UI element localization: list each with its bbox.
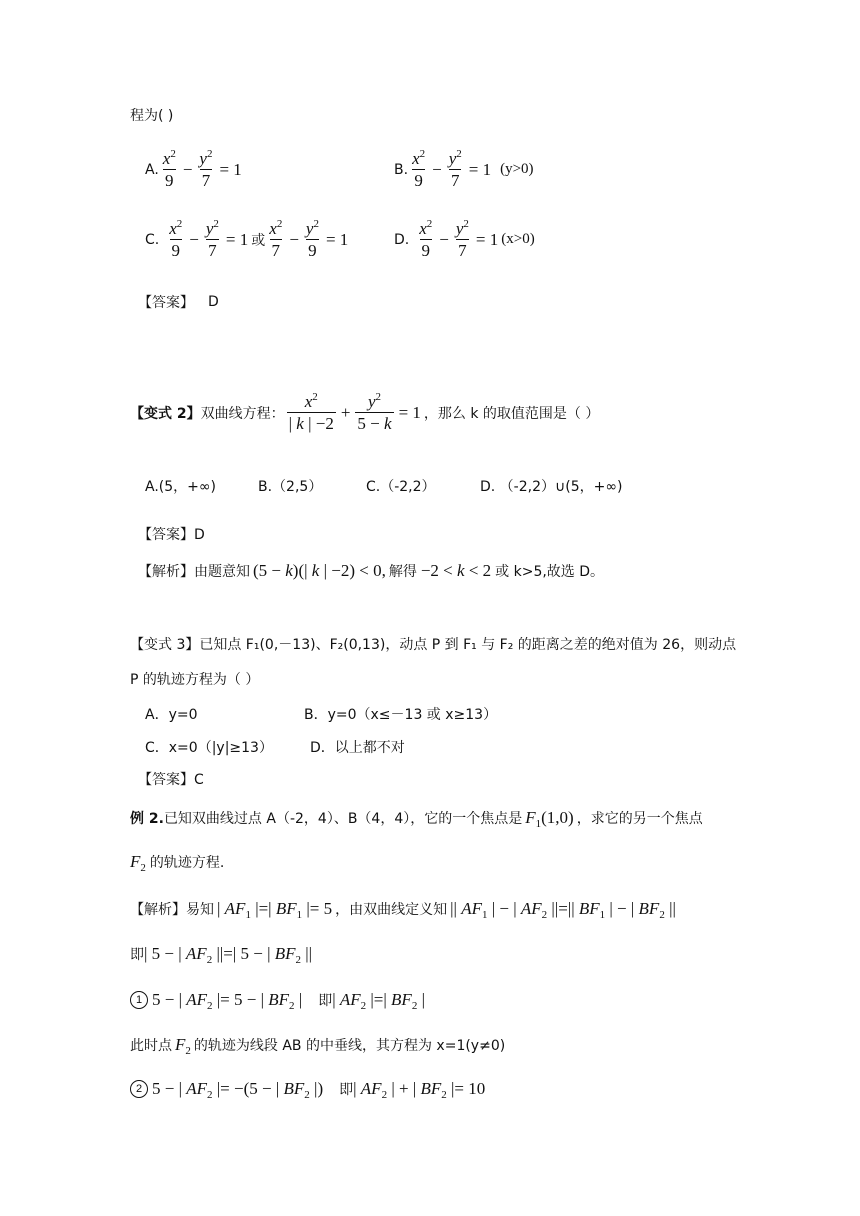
q1-answer: 【答案】 D (138, 294, 219, 311)
fraction: $\frac{x^2}{9}$ (169, 218, 183, 260)
fraction: $\frac{y^2}{9}$ (305, 218, 319, 260)
fraction: $\frac{x^2}{9}$ (419, 218, 433, 260)
fraction: $\frac{x^2}{9}$ (412, 148, 426, 190)
q1-option-a: A. $\frac{x^2}{9}$ − $\frac{y^2}{7}$ = 1 (145, 148, 242, 190)
circled-number-icon: 2 (130, 1080, 148, 1098)
circled-number-icon: 1 (130, 991, 148, 1009)
v3-line1: 【变式 3】已知点 F₁(0,－13)、F₂(0,13)，动点 P 到 F₁ 与 F₂ 的距离之差的绝对值为 26，则动点 (130, 637, 737, 653)
v2-option-b: B.（2,5） (258, 479, 323, 495)
fraction: $\frac{x^2}{9}$ (162, 148, 176, 190)
ex2-analysis-line1: 【解析】 易知 | $AF_1$ |=| $BF_1$ |= 5 ，由双曲线定义知 || $AF_1$ | − | $AF_2$ ||=|| $BF_1$ | − | $BF_2$ || (130, 899, 676, 921)
q1-option-c: C. $\frac{x^2}{9}$ − $\frac{y^2}{7}$ = 1 或 $\frac{x^2}{7}$ − $\frac{y^2}{9}$ = 1 (145, 218, 349, 260)
fraction: $\frac{x^2}{| k | -2}$ (288, 391, 334, 433)
ex2-case1: 1 5 − | $AF_2$ |= 5 − | $BF_2$ | 即 | $AF_2$ |=| $BF_2$ | (130, 990, 425, 1010)
v3-option-a: A．y=0 (145, 707, 198, 723)
v2-option-c: C.（-2,2） (366, 479, 436, 495)
v2-stem: 【变式 2】 双曲线方程： $\frac{x^2}{| k | -2}$ + $\frac{y^2}{5 - k}$ = 1 ，那么 k 的取值范围是（ ） (130, 391, 600, 433)
fraction: $\frac{y^2}{7}$ (199, 148, 213, 190)
fraction: $\frac{y^2}{7}$ (455, 218, 469, 260)
v3-option-c: C．x=0（|y|≥13） (145, 740, 273, 756)
v2-analysis: 【解析】 由题意知 (5 − k)(| k | −2) < 0, 解得 −2 < k < 2 或 k>5,故选 D。 (138, 561, 605, 580)
fraction: $\frac{x^2}{7}$ (269, 218, 283, 260)
fraction: $\frac{y^2}{5 - k}$ (357, 391, 392, 433)
q1-stem-tail: 程为( ) (130, 108, 174, 124)
fraction: $\frac{y^2}{7}$ (205, 218, 219, 260)
v2-answer: 【答案】D (138, 527, 205, 543)
ex2-line2: $F_2$ 的轨迹方程. (130, 852, 225, 874)
v3-option-b: B．y=0（x≤－13 或 x≥13） (304, 707, 498, 723)
ex2-case1-desc: 此时点 $F_2$ 的轨迹为线段 AB 的中垂线，其方程为 x=1(y≠0) (130, 1035, 506, 1057)
v3-line2: P 的轨迹方程为（ ） (130, 672, 260, 688)
ex2-case2: 2 5 − | $AF_2$ |= −(5 − | $BF_2$ |) 即 | $AF_2$ | + | $BF_2$ |= 10 (130, 1079, 485, 1099)
v2-option-d: D. （-2,2）∪(5，+∞) (480, 479, 623, 495)
ex2-line1: 例 2. 已知双曲线过点 A（-2，4）、B（4，4），它的一个焦点是 $F_1(1,0)$ ，求它的另一个焦点 (130, 808, 703, 830)
q1-option-b: B. $\frac{x^2}{9}$ − $\frac{y^2}{7}$ = 1 (y>0) (394, 148, 534, 190)
ex2-analysis-line2: 即 | 5 − | $AF_2$ ||=| 5 − | $BF_2$ || (130, 944, 313, 966)
q1-option-d: D. $\frac{x^2}{9}$ − $\frac{y^2}{7}$ = 1 (x>0) (394, 218, 535, 260)
v3-answer: 【答案】C (138, 772, 204, 788)
v2-option-a: A.(5，+∞) (145, 479, 217, 495)
v3-option-d: D．以上都不对 (310, 740, 405, 756)
fraction: $\frac{y^2}{7}$ (448, 148, 462, 190)
